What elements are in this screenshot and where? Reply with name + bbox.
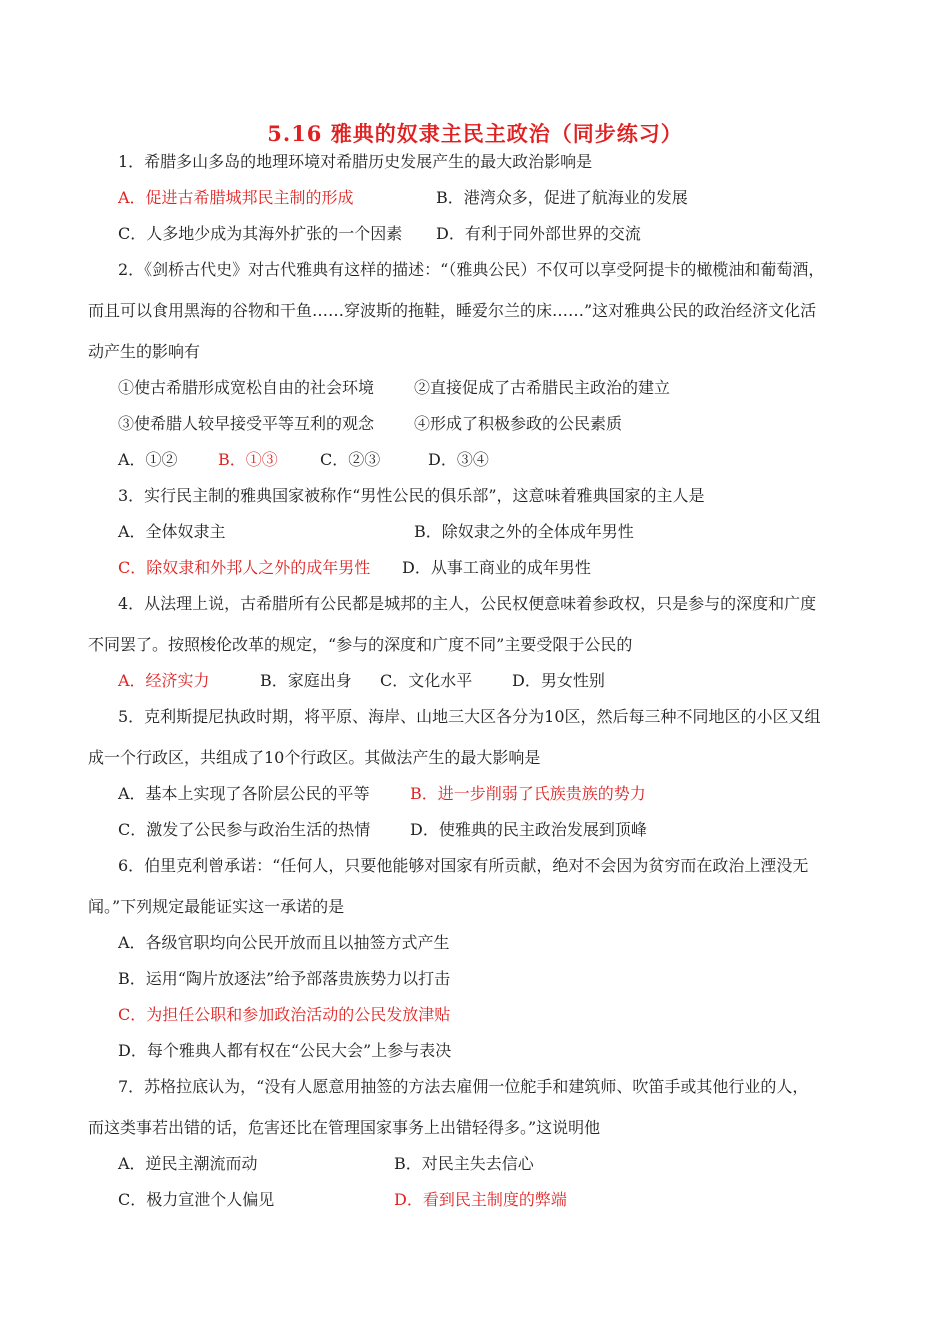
question-6-option-a: A．各级官职均向公民开放而且以抽签方式产生: [118, 933, 450, 952]
question-5-option-d: D．使雅典的民主政治发展到顶峰: [410, 820, 647, 839]
question-2-option-d: D．③④: [428, 450, 489, 469]
question-2-item-3: ③使希腊人较早接受平等互利的观念: [118, 414, 375, 433]
question-2-stem-line-2: 而且可以食用黑海的谷物和干鱼……穿波斯的拖鞋，睡爱尔兰的床……”这对雅典公民的政治经济文化活: [88, 301, 817, 320]
question-2-item-2: ②直接促成了古希腊民主政治的建立: [414, 378, 671, 397]
question-7-option-c: C．极力宣泄个人偏见: [118, 1190, 275, 1209]
question-7-stem-line-1: 7．苏格拉底认为，“没有人愿意用抽签的方法去雇佣一位舵手和建筑师、吹笛手或其他行业的人，: [118, 1077, 809, 1096]
question-5-stem-line-1: 5．克利斯提尼执政时期，将平原、海岸、山地三大区各分为10区，然后每三种不同地区的小区又组: [118, 707, 821, 726]
question-5-option-b: B．进一步削弱了氏族贵族的势力: [410, 784, 646, 803]
question-6-option-d: D．每个雅典人都有权在“公民大会”上参与表决: [118, 1041, 452, 1060]
question-5-option-a: A．基本上实现了各阶层公民的平等: [118, 784, 370, 803]
question-1-stem: 1．希腊多山多岛的地理环境对希腊历史发展产生的最大政治影响是: [118, 152, 593, 171]
question-2-item-1: ①使古希腊形成宽松自由的社会环境: [118, 378, 375, 397]
question-3-option-a: A．全体奴隶主: [118, 522, 226, 541]
question-5-stem-line-2: 成一个行政区，共组成了10个行政区。其做法产生的最大影响是: [88, 748, 541, 767]
question-2-option-c: C．②③: [320, 450, 381, 469]
question-4-option-a: A．经济实力: [118, 671, 210, 690]
question-6-option-c: C．为担任公职和参加政治活动的公民发放津贴: [118, 1005, 451, 1024]
question-4-stem-line-2: 不同罢了。按照梭伦改革的规定，“参与的深度和广度不同”主要受限于公民的: [88, 635, 633, 654]
question-3-option-d: D．从事工商业的成年男性: [402, 558, 591, 577]
question-1-option-b: B．港湾众多，促进了航海业的发展: [436, 188, 688, 207]
question-6-stem-line-2: 闻。”下列规定最能证实这一承诺的是: [88, 897, 345, 916]
question-6-stem-line-1: 6．伯里克利曾承诺：“任何人，只要他能够对国家有所贡献，绝对不会因为贫穷而在政治上湮没无: [118, 856, 809, 875]
question-7-option-d: D．看到民主制度的弊端: [394, 1190, 567, 1209]
question-4-stem-line-1: 4．从法理上说，古希腊所有公民都是城邦的主人，公民权便意味着参政权，只是参与的深度和广度: [118, 594, 817, 613]
question-2-option-a: A．①②: [118, 450, 178, 469]
question-6-option-b: B．运用“陶片放逐法”给予部落贵族势力以打击: [118, 969, 451, 988]
document-title: 5.16 雅典的奴隶主民主政治（同步练习）: [267, 121, 683, 146]
question-4-option-d: D．男女性别: [512, 671, 605, 690]
question-4-option-c: C．文化水平: [380, 671, 473, 690]
question-5-option-c: C．激发了公民参与政治生活的热情: [118, 820, 371, 839]
question-7-option-b: B．对民主失去信心: [394, 1154, 534, 1173]
question-1-option-d: D．有利于同外部世界的交流: [436, 224, 641, 243]
question-7-stem-line-2: 而这类事若出错的话，危害还比在管理国家事务上出错轻得多。”这说明他: [88, 1118, 601, 1137]
question-3-stem: 3．实行民主制的雅典国家被称作“男性公民的俱乐部”，这意味着雅典国家的主人是: [118, 486, 705, 505]
question-7-option-a: A．逆民主潮流而动: [118, 1154, 258, 1173]
question-3-option-b: B．除奴隶之外的全体成年男性: [414, 522, 634, 541]
question-3-option-c: C．除奴隶和外邦人之外的成年男性: [118, 558, 371, 577]
question-2-stem-line-3: 动产生的影响有: [88, 342, 201, 361]
question-1-option-c: C．人多地少成为其海外扩张的一个因素: [118, 224, 403, 243]
question-2-stem-line-1: 2．《剑桥古代史》对古代雅典有这样的描述：“（雅典公民）不仅可以享受阿提卡的橄榄油和葡萄酒，: [118, 260, 825, 279]
question-1-option-a: A．促进古希腊城邦民主制的形成: [118, 188, 354, 207]
question-2-option-b: B．①③: [218, 450, 278, 469]
question-4-option-b: B．家庭出身: [260, 671, 352, 690]
question-2-item-4: ④形成了积极参政的公民素质: [414, 414, 623, 433]
